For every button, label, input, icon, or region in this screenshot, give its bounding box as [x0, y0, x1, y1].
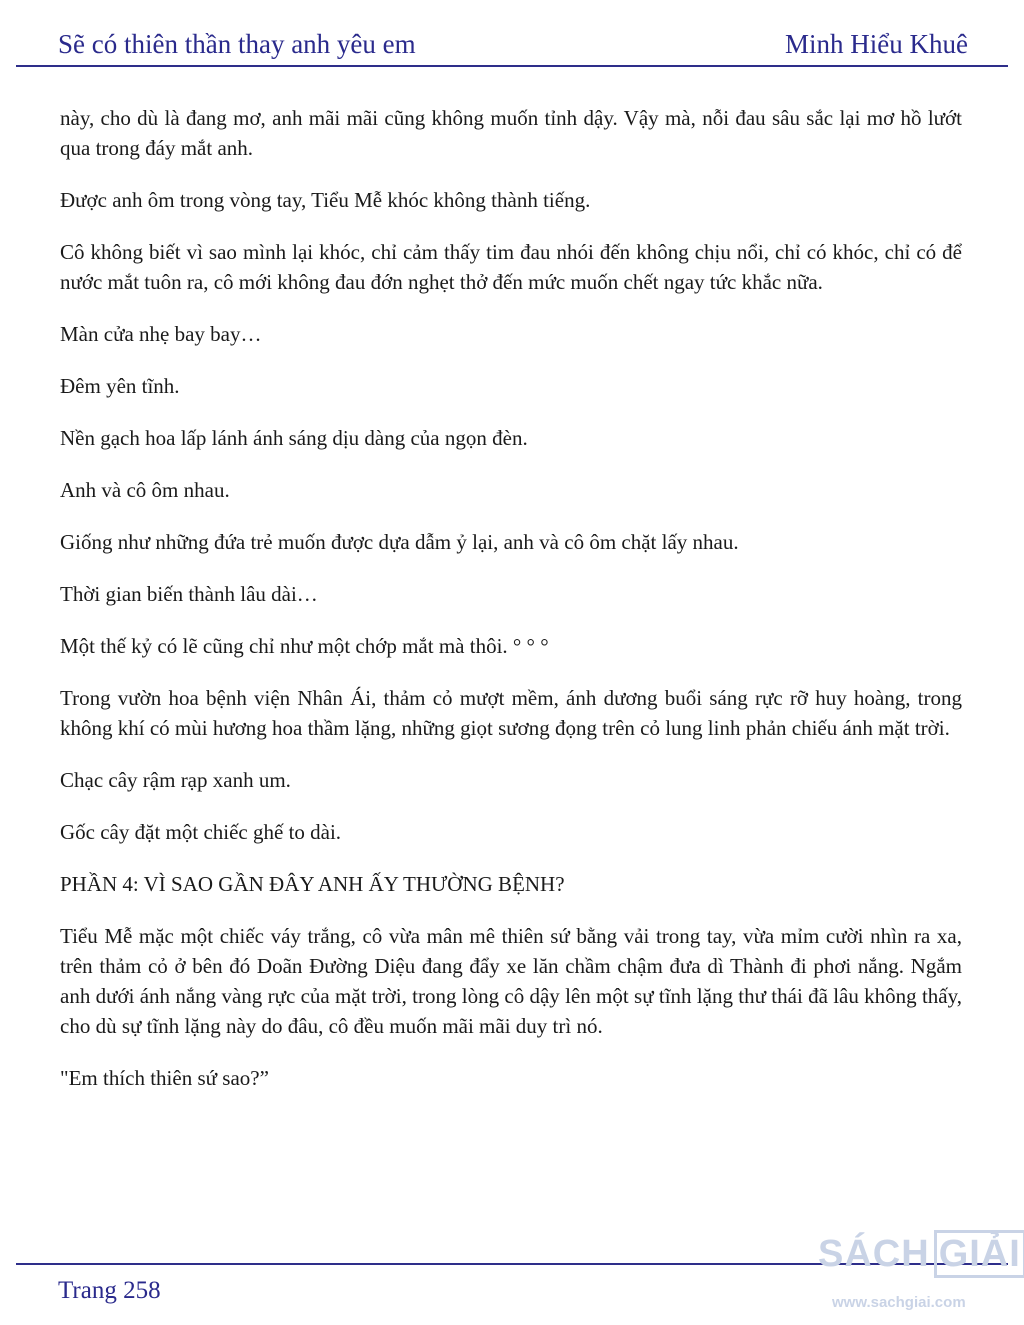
watermark: [816, 1226, 1024, 1318]
paragraph: "Em thích thiên sứ sao?”: [60, 1066, 269, 1090]
page-number: Trang 258: [58, 1277, 161, 1304]
paragraph: Anh và cô ôm nhau.: [60, 478, 230, 502]
paragraph: Chạc cây rậm rạp xanh um.: [60, 768, 291, 792]
paragraph: Giống như những đứa trẻ muốn được dựa dẫm ỷ lại, anh và cô ôm chặt lấy nhau.: [60, 530, 739, 554]
paragraph: Thời gian biến thành lâu dài…: [60, 582, 318, 606]
paragraph: Nền gạch hoa lấp lánh ánh sáng dịu dàng của ngọn đèn.: [60, 426, 528, 450]
book-title: Sẽ có thiên thần thay anh yêu em: [58, 29, 416, 59]
paragraph: Màn cửa nhẹ bay bay…: [60, 322, 262, 346]
paragraph: Đêm yên tĩnh.: [60, 374, 180, 398]
paragraph: Một thế kỷ có lẽ cũng chỉ như một chớp mắt mà thôi. ° ° °: [60, 634, 549, 658]
paragraph: Gốc cây đặt một chiếc ghế to dài.: [60, 820, 342, 844]
watermark-logo-left: SÁCH: [818, 1233, 930, 1275]
paragraph: Cô không biết vì sao mình lại khóc, chỉ cảm thấy tim đau nhói đến không chịu nổi, chỉ có khóc, chỉ có để nước mắt tuôn ra, cô mới không đau đớn nghẹt thở đến mức muốn chết ngay tức khắc nữa.: [60, 240, 962, 294]
header-divider: [16, 65, 1008, 67]
page-header: [58, 24, 968, 64]
paragraph: này, cho dù là đang mơ, anh mãi mãi cũng không muốn tỉnh dậy. Vậy mà, nỗi đau sâu sắc lại mơ hồ lướt qua trong đáy mắt anh.: [60, 106, 962, 160]
paragraph: Trong vườn hoa bệnh viện Nhân Ái, thảm cỏ mượt mềm, ánh dương buổi sáng rực rỡ huy hoàng, trong không khí có mùi hương hoa thầm lặng, những giọt sương đọng trên cỏ lung linh phản chiếu ánh mặt trời.: [60, 686, 962, 740]
watermark-logo-right: GIẢI: [934, 1230, 1024, 1278]
section-heading: PHẦN 4: VÌ SAO GẦN ĐÂY ANH ẤY THƯỜNG BỆNH?: [60, 872, 565, 896]
book-author: Minh Hiểu Khuê: [785, 29, 968, 59]
paragraph: Tiểu Mễ mặc một chiếc váy trắng, cô vừa mân mê thiên sứ bằng vải trong tay, vừa mỉm cười nhìn ra xa, trên thảm cỏ ở bên đó Doãn Đường Diệu đang đẩy xe lăn chầm chậm đưa dì Thành đi phơi nắng. Ngắm anh dưới ánh nắng vàng rực của mặt trời, trong lòng cô dậy lên một sự tĩnh lặng thư thái đã lâu không thấy, cho dù sự tĩnh lặng này do đâu, cô đều muốn mãi mãi duy trì nó.: [60, 924, 962, 1038]
watermark-logo: [818, 1232, 1024, 1276]
watermark-url: www.sachgiai.com: [832, 1294, 966, 1311]
paragraph: Được anh ôm trong vòng tay, Tiểu Mễ khóc không thành tiếng.: [60, 188, 591, 212]
page-body: [60, 103, 962, 1115]
